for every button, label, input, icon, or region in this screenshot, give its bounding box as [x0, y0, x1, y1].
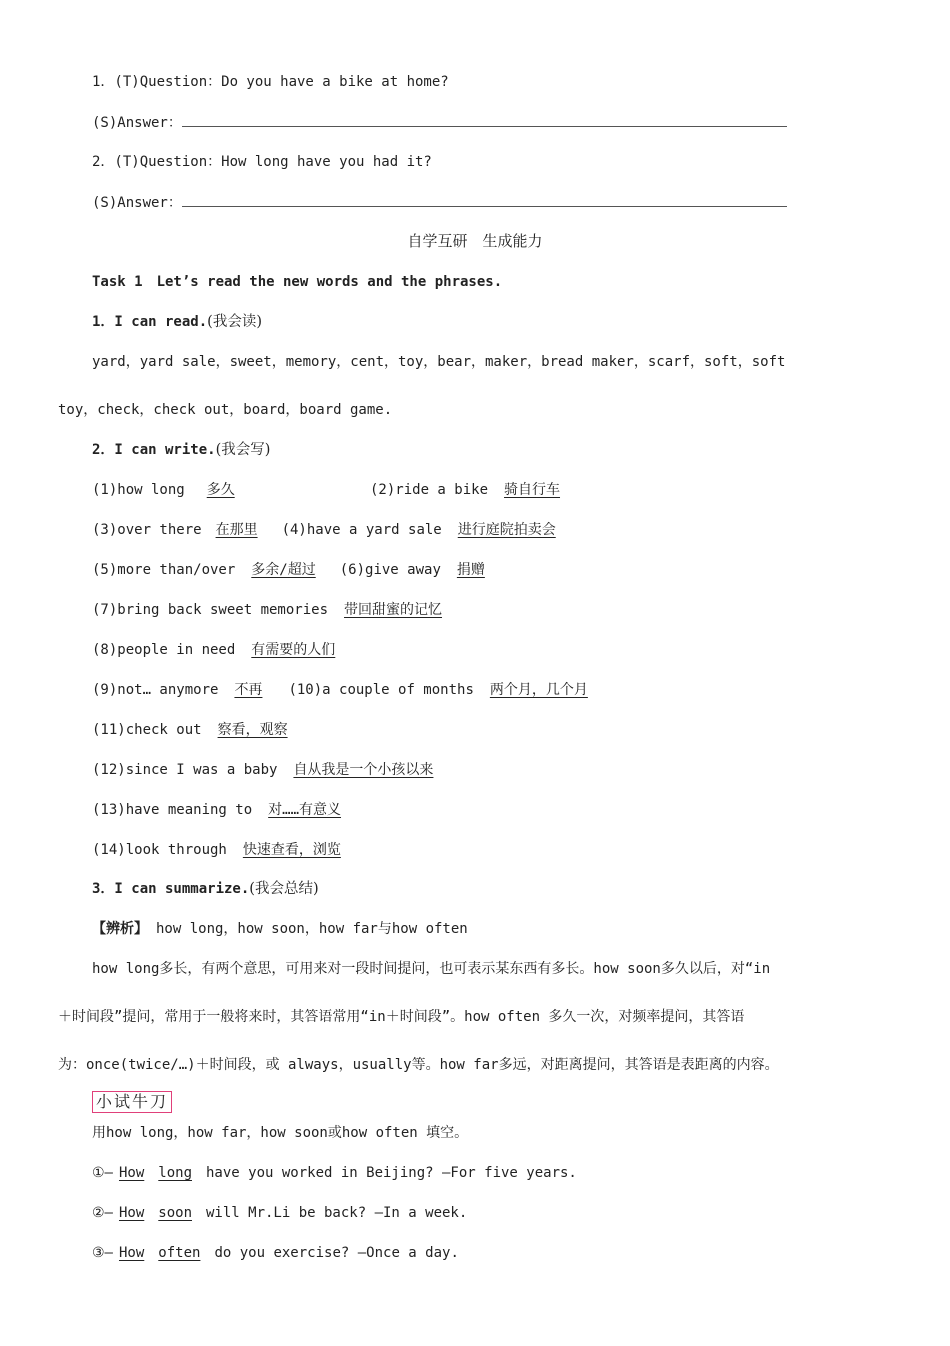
phrase-cn: 不再	[234, 682, 263, 698]
read-label: 1．I can read.	[92, 314, 208, 330]
item-number: ①—	[92, 1165, 113, 1181]
item-rest: do you exercise? —Once a day.	[214, 1245, 459, 1261]
write-row-4	[92, 600, 442, 620]
read-words-line1: yard，yard sale，sweet，memory，cent，toy，bear，maker，bread maker，scarf，soft，soft	[92, 354, 786, 370]
phrase-en: (1)how long	[92, 482, 185, 498]
answer-2	[92, 192, 787, 213]
phrase-cn: 快速查看，浏览	[242, 842, 341, 858]
write-row-1	[92, 480, 235, 500]
write-row-8	[92, 760, 433, 780]
phrase-cn: 多久	[206, 482, 235, 498]
question-2: 2．(T)Question：How long have you had it?	[92, 154, 432, 170]
read-heading	[92, 312, 262, 332]
task1-title: Task 1 Let’s read the new words and the phrases.	[92, 274, 503, 290]
practice-item-2	[92, 1203, 467, 1223]
item-number: ②—	[92, 1205, 113, 1221]
practice-item-1	[92, 1163, 577, 1183]
phrase-en: (4)have a yard sale	[281, 522, 442, 538]
answer-word: How	[118, 1205, 145, 1221]
phrase-cn: 带回甜蜜的记忆	[344, 602, 443, 618]
analysis-title: how long，how soon，how far与how often	[156, 921, 468, 937]
phrase-cn: 察看，观察	[217, 722, 288, 738]
phrase-en: (6)give away	[339, 562, 441, 578]
phrase-en: (13)have meaning to	[92, 802, 253, 818]
phrase-cn: 两个月，几个月	[489, 682, 588, 698]
answer-2-label: (S)Answer：	[92, 195, 182, 211]
phrase-en: (7)bring back sweet memories	[92, 602, 329, 618]
phrase-cn: 对……有意义	[268, 802, 342, 818]
phrase-en: (5)more than/over	[92, 562, 236, 578]
analysis-para-line3: 为：once(twice/…)＋时间段，或 always，usually等。how far多远，对距离提问，其答语是表距离的内容。	[58, 1057, 779, 1073]
analysis-line	[92, 919, 468, 939]
phrase-en: (12)since I was a baby	[92, 762, 278, 778]
write-row-2	[92, 520, 556, 540]
practice-item-3	[92, 1243, 459, 1263]
read-words-line2: toy，check，check out，board，board game.	[58, 402, 393, 418]
analysis-para-line1: how long多长，有两个意思，可用来对一段时间提问，也可表示某东西有多长。how soon多久以后，对“in	[92, 961, 771, 977]
write-row-3	[92, 560, 485, 580]
answer-2-blank[interactable]	[182, 192, 787, 207]
phrase-en: (2)ride a bike	[370, 482, 489, 498]
practice-instruction: 用how long，how far，how soon或how often 填空。	[92, 1125, 469, 1141]
practice-box	[92, 1091, 172, 1113]
phrase-en: (11)check out	[92, 722, 202, 738]
phrase-en: (9)not… anymore	[92, 682, 219, 698]
analysis-para-line2: ＋时间段”提问，常用于一般将来时，其答语常用“in＋时间段”。how often 多久一次，对频率提问，其答语	[58, 1009, 745, 1025]
phrase-cn: 有需要的人们	[251, 642, 336, 658]
write-row-1b	[370, 480, 560, 500]
phrase-cn: 捐赠	[456, 562, 485, 578]
write-row-7	[92, 720, 288, 740]
question-1: 1．(T)Question：Do you have a bike at home?	[92, 74, 449, 90]
summarize-heading	[92, 879, 319, 899]
phrase-en: (14)look through	[92, 842, 227, 858]
summarize-label: 3．I can summarize.	[92, 881, 250, 897]
write-label: 2．I can write.	[92, 442, 216, 458]
section-title: 自学互研 生成能力	[407, 232, 543, 250]
summarize-label-cn: (我会总结)	[249, 881, 319, 897]
answer-1	[92, 112, 787, 133]
answer-word: often	[158, 1245, 201, 1261]
phrase-en: (10)a couple of months	[288, 682, 474, 698]
write-row-5	[92, 640, 335, 660]
answer-word: soon	[158, 1205, 192, 1221]
phrase-cn: 多余/超过	[251, 562, 316, 578]
answer-word: How	[118, 1165, 145, 1181]
read-label-cn: (我会读)	[207, 314, 262, 330]
answer-1-label: (S)Answer：	[92, 115, 182, 131]
answer-word: long	[158, 1165, 192, 1181]
write-label-cn: (我会写)	[215, 442, 271, 458]
write-heading	[92, 440, 270, 460]
item-rest: have you worked in Beijing? —For five years.	[206, 1165, 577, 1181]
item-number: ③—	[92, 1245, 113, 1261]
answer-1-blank[interactable]	[182, 112, 787, 127]
phrase-cn: 骑自行车	[504, 482, 561, 498]
write-row-9	[92, 800, 341, 820]
phrase-cn: 在那里	[215, 522, 258, 538]
phrase-en: (3)over there	[92, 522, 202, 538]
write-row-6	[92, 680, 588, 700]
analysis-tag: 【辨析】	[92, 921, 148, 937]
write-row-10	[92, 840, 341, 860]
practice-box-label: 小试牛刀	[92, 1091, 172, 1113]
item-rest: will Mr.Li be back? —In a week.	[206, 1205, 468, 1221]
phrase-cn: 进行庭院拍卖会	[457, 522, 556, 538]
phrase-cn: 自从我是一个小孩以来	[293, 762, 434, 778]
phrase-en: (8)people in need	[92, 642, 236, 658]
answer-word: How	[118, 1245, 145, 1261]
